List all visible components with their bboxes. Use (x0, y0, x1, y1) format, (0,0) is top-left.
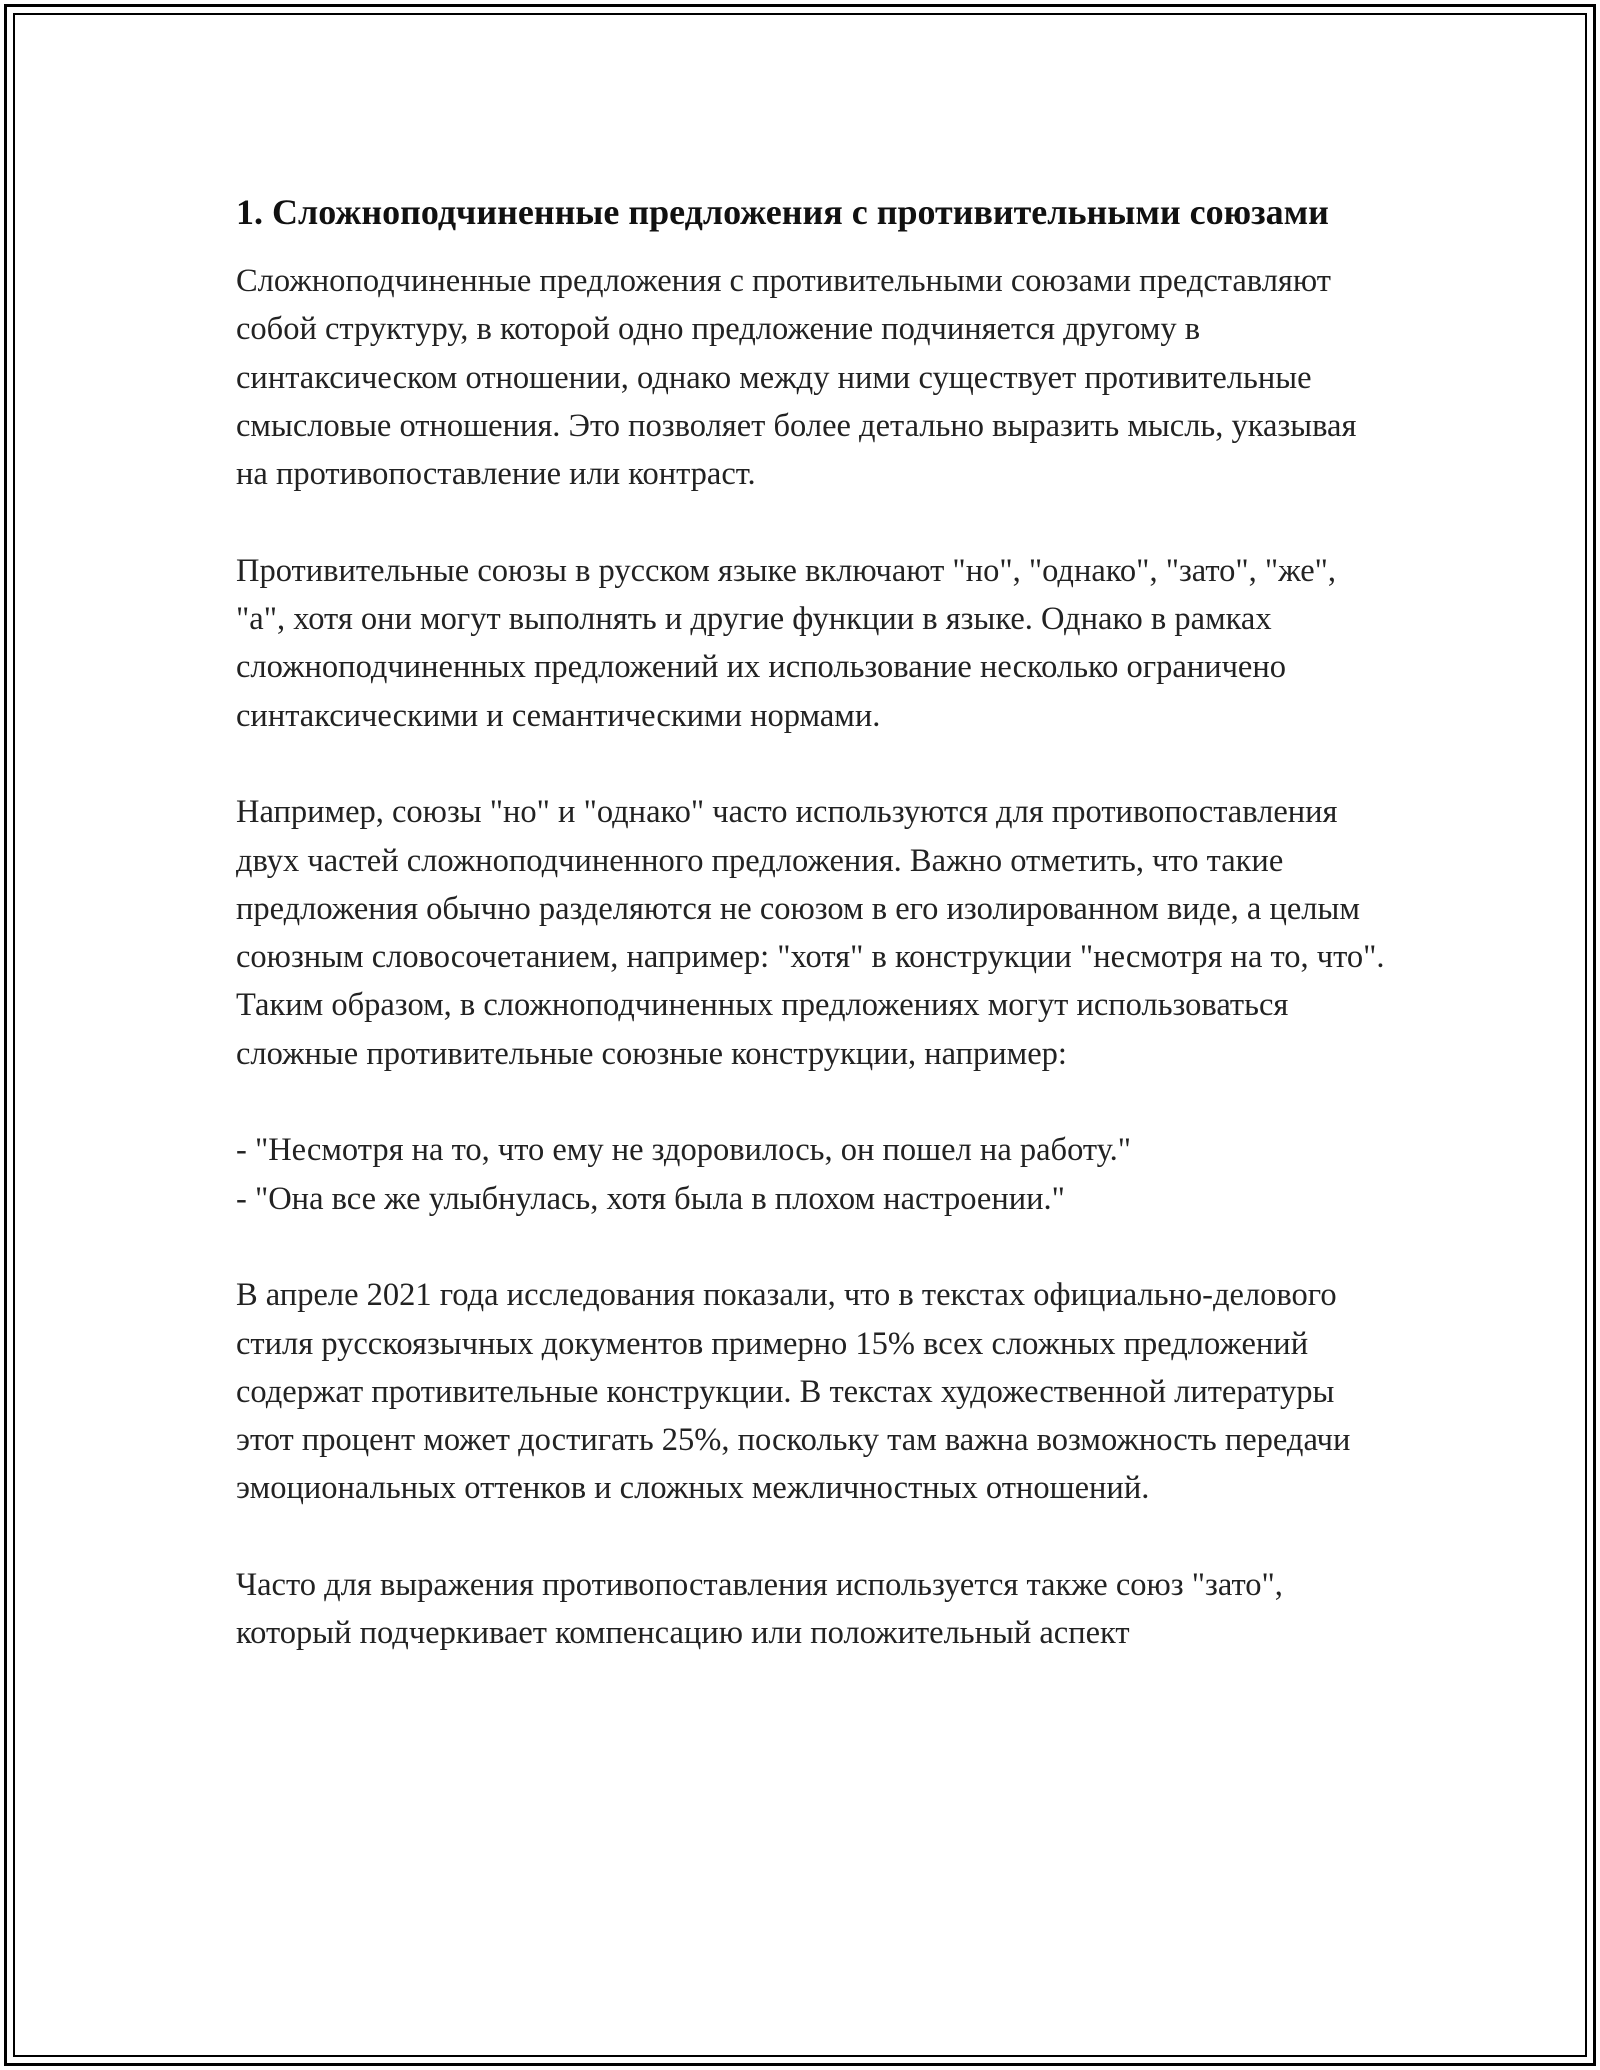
example-item: - "Она все же улыбнулась, хотя была в плохом настроении." (236, 1180, 1065, 1217)
example-list (236, 1126, 1386, 1223)
example-item: - "Несмотря на то, что ему не здоровилось, он пошел на работу." (236, 1132, 1132, 1169)
paragraph-definition: Сложноподчиненные предложения с противительными союзами представляют собой структуру, в которой одно предложение подчиняется другому в синтаксическом отношении, однако между ними существует противительные смысловые отношения. Это позволяет более детально выразить мысль, указывая на противопоставление или контраст. (236, 263, 1357, 493)
paragraph-conjunctions: Противительные союзы в русском языке включают "но", "однако", "зато", "же", "а", хотя они могут выполнять и другие функции в языке. Однако в рамках сложноподчиненных предложений их использование несколько ограничено синтаксическими и семантическими нормами. (236, 552, 1337, 734)
paragraph-statistics: В апреле 2021 года исследования показали, что в текстах официально-делового стиля русскоязычных документов примерно 15% всех сложных предложений содержат противительные конструкции. В текстах художественной литературы этот процент может достигать 25%, поскольку там важна возможность передачи эмоциональных оттенков и сложных межличностных отношений. (236, 1277, 1351, 1507)
document-body (236, 185, 1386, 1658)
paragraph-zato: Часто для выражения противопоставления используется также союз "зато", который подчеркивает компенсацию или положительный аспект (236, 1567, 1283, 1652)
paragraph-example-intro: Например, союзы "но" и "однако" часто используются для противопоставления двух частей сложноподчиненного предложения. Важно отметить, что такие предложения обычно разделяются не союзом в его изолированном виде, а целым союзным словосочетанием, например: "хотя" в конструкции "несмотря на то, что". Таким образом, в сложноподчиненных предложениях могут использоваться сложные противительные союзные конструкции, например: (236, 794, 1385, 1072)
section-heading: 1. Сложноподчиненные предложения с противительными союзами (236, 192, 1329, 232)
